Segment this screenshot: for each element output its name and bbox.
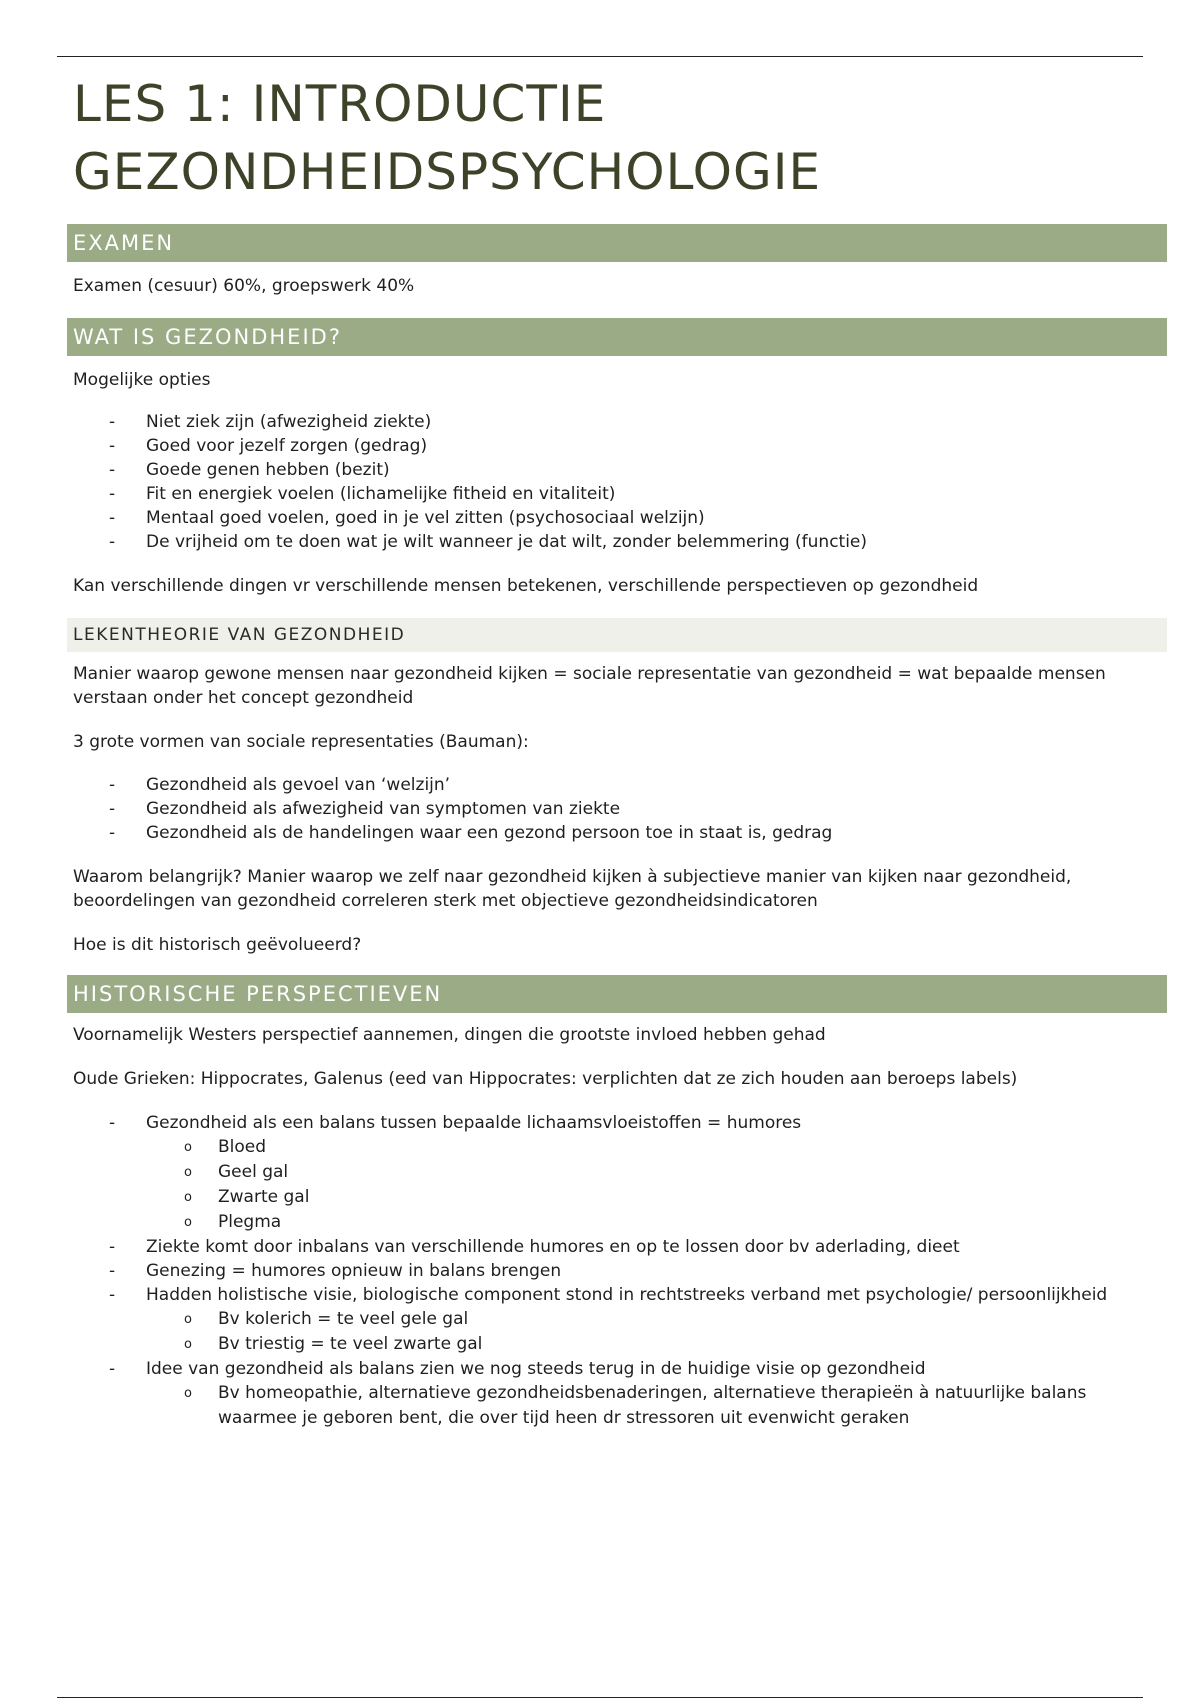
bullet-dash-icon: - <box>109 460 116 480</box>
list-item: - Gezondheid als de handelingen waar een gezond persoon toe in staat is, gedrag <box>109 823 833 843</box>
bullet-circle-icon: o <box>184 1312 192 1327</box>
list-item: - Mentaal goed voelen, goed in je vel zitten (psychosociaal welzijn) <box>109 508 705 528</box>
bullet-dash-icon: - <box>109 532 116 552</box>
lekentheorie-paragraph-4: Hoe is dit historisch geëvolueerd? <box>73 935 362 955</box>
list-item: - Fit en energiek voelen (lichamelijke fitheid en vitaliteit) <box>109 484 616 504</box>
list-item: - Goede genen hebben (bezit) <box>109 460 390 480</box>
bullet-dash-icon: - <box>109 1359 116 1379</box>
sublist-item: o Bv homeopathie, alternatieve gezondheidsbenaderingen, alternatieve therapieën à natuurlijke balans waarmee je geboren bent, die over tijd heen dr stressoren uit evenwicht geraken <box>184 1383 1087 1428</box>
bullet-dash-icon: - <box>109 1285 116 1305</box>
bullet-dash-icon: - <box>109 508 116 528</box>
sublist-item: o Bv kolerich = te veel gele gal <box>146 1307 1156 1332</box>
list-item: - Gezondheid als een balans tussen bepaalde lichaamsvloeistoffen = humores o Bloed o Geel gal o Zwarte gal o Plegma <box>67 1111 1156 1235</box>
bullet-dash-icon: - <box>109 484 116 504</box>
list-item: - Niet ziek zijn (afwezigheid ziekte) <box>109 412 432 432</box>
bullet-dash-icon: - <box>109 1237 116 1257</box>
balans-sublist <box>146 1381 1156 1431</box>
list-item: - Idee van gezondheid als balans zien we nog steeds terug in de huidige visie op gezondheid o Bv homeopathie, alternatieve gezondheidsbenaderingen, alternatieve therapieën à natuurlijke balans waarmee je geboren bent, die over tijd heen dr stressoren uit evenwicht geraken <box>67 1357 1156 1431</box>
list-item: - Genezing = humores opnieuw in balans brengen <box>109 1261 562 1281</box>
bullet-circle-icon: o <box>184 1386 192 1401</box>
bullet-circle-icon: o <box>184 1140 192 1155</box>
bullet-dash-icon: - <box>109 1113 116 1133</box>
bullet-dash-icon: - <box>109 436 116 456</box>
list-item: - Hadden holistische visie, biologische component stond in rechtstreeks verband met psychologie/ persoonlijkheid o Bv kolerich = te veel gele gal o Bv triestig = te veel zwarte gal <box>67 1283 1156 1357</box>
sublist-item: o Plegma <box>146 1210 1156 1235</box>
list-item: - Gezondheid als gevoel van ‘welzijn’ <box>109 775 451 795</box>
section-heading-gezondheid: WAT IS GEZONDHEID? <box>67 318 1167 356</box>
top-rule <box>57 56 1143 57</box>
page-title-line1: LES 1: INTRODUCTIE <box>73 75 607 133</box>
historisch-list <box>67 1111 1167 1431</box>
bullet-dash-icon: - <box>109 823 116 843</box>
list-item: - De vrijheid om te doen wat je wilt wanneer je dat wilt, zonder belemmering (functie) <box>109 532 868 552</box>
examen-text: Examen (cesuur) 60%, groepswerk 40% <box>73 276 415 296</box>
list-item: - Ziekte komt door inbalans van verschillende humores en op te lossen door bv aderlading, dieet <box>109 1237 960 1257</box>
gezondheid-options-list <box>67 410 1167 554</box>
bullet-circle-icon: o <box>184 1190 192 1205</box>
sublist-item: o Bloed <box>146 1135 1156 1160</box>
bullet-circle-icon: o <box>184 1337 192 1352</box>
bullet-dash-icon: - <box>109 775 116 795</box>
list-item: - Goed voor jezelf zorgen (gedrag) <box>109 436 428 456</box>
gezondheid-intro: Mogelijke opties <box>73 370 211 390</box>
section-heading-historisch: HISTORISCHE PERSPECTIEVEN <box>67 975 1167 1013</box>
list-item: - Gezondheid als afwezigheid van symptomen van ziekte <box>109 799 621 819</box>
lekentheorie-paragraph-3: Waarom belangrijk? Manier waarop we zelf naar gezondheid kijken à subjectieve manier van kijken naar gezondheid, beoordelingen van gezondheid correleren sterk met objectieve gezondheidsindicatoren <box>73 867 1072 911</box>
sublist-item: o Bv triestig = te veel zwarte gal <box>146 1332 1156 1357</box>
subsection-heading-lekentheorie: LEKENTHEORIE VAN GEZONDHEID <box>67 618 1167 652</box>
sublist-item: o Geel gal <box>146 1160 1156 1185</box>
lekentheorie-paragraph-1: Manier waarop gewone mensen naar gezondheid kijken = sociale representatie van gezondheid = wat bepaalde mensen verstaan onder het concept gezondheid <box>73 664 1106 708</box>
bullet-dash-icon: - <box>109 799 116 819</box>
temperament-sublist <box>146 1307 1156 1357</box>
gezondheid-outro: Kan verschillende dingen vr verschillende mensen betekenen, verschillende perspectieven op gezondheid <box>73 576 979 596</box>
sublist-item: o Zwarte gal <box>146 1185 1156 1210</box>
page-title <box>73 70 1167 206</box>
representaties-list <box>67 773 1167 845</box>
document-page <box>67 70 1167 1431</box>
historisch-paragraph-2: Oude Grieken: Hippocrates, Galenus (eed van Hippocrates: verplichten dat ze zich houden aan beroeps labels) <box>73 1069 1018 1089</box>
lekentheorie-paragraph-2: 3 grote vormen van sociale representaties (Bauman): <box>73 732 529 752</box>
bullet-circle-icon: o <box>184 1215 192 1230</box>
bullet-dash-icon: - <box>109 1261 116 1281</box>
bullet-circle-icon: o <box>184 1165 192 1180</box>
page-title-line2: GEZONDHEIDSPSYCHOLOGIE <box>73 143 822 201</box>
historisch-paragraph-1: Voornamelijk Westers perspectief aannemen, dingen die grootste invloed hebben gehad <box>73 1025 826 1045</box>
humores-sublist <box>146 1135 1156 1235</box>
bullet-dash-icon: - <box>109 412 116 432</box>
bottom-rule <box>57 1697 1143 1698</box>
section-heading-examen: EXAMEN <box>67 224 1167 262</box>
